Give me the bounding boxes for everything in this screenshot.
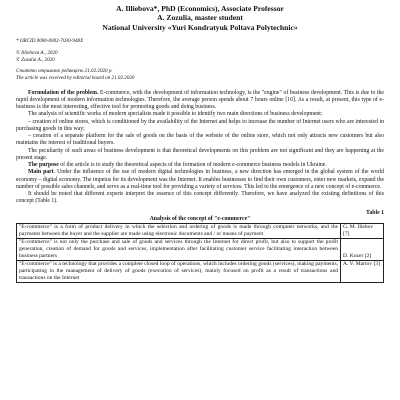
- received-ua: Статтю отримано редакцією 21.02.2020 р.: [16, 68, 113, 75]
- problem-heading: Formulation of the problem.: [28, 89, 99, 96]
- definition-cell: "E-commerce" is a technology that provides a complete closed loop of operations, which includes ordering goods (services), making payments, participating in the management of delivery of goods (execution of services), mainly focused on profit as a result of transactions and transactions on the Internet: [17, 261, 341, 283]
- copyright-block: [16, 50, 384, 63]
- paragraph-online-stores: – creation of online stores, which is conditioned by the availability of the Internet and helps to increase the number of Internet users who are interested in purchasing goods in this way;: [16, 118, 384, 132]
- author-cell: D. Kozer [2]: [341, 238, 384, 260]
- paragraph-main-part: [16, 169, 384, 191]
- table-row: [17, 261, 384, 283]
- purpose-text: of the article is to study the theoretical aspects of the formation of modern e-commerce business models in Ukraine.: [58, 162, 327, 169]
- copyright-line-2: © Zozulia A., 2020: [16, 56, 55, 63]
- copyright-line-1: © Illiebova A., 2020: [16, 49, 58, 56]
- table-row: [17, 238, 384, 260]
- purpose-heading: The purpose: [28, 162, 59, 169]
- definition-cell: "E-commerce" is a form of product delivery in which the selection and ordering of goods is made through computer networks, and the payments between the buyer and the supplier are made using electronic documents and / or means of payment: [17, 223, 341, 238]
- table-title: Analysis of the concept of "e-commerce": [149, 215, 251, 222]
- main-part-text: . Under the influence of the use of modern digital technologies in business, a new direction has emerged in the global system of the world economy – digital economy. The impetus for its development was the Internet. It enables businesses to find their own customers, enter new markets, expand the number of possible sales channels, and serve as a real-time tool for providing a variety of services. This led to the emergence of a new concept of e-commerce.: [16, 169, 385, 190]
- paragraph-peculiarity: The peculiarity of such areas of business development is that theoretical developments on this problem are not significant and they are happening at the present stage.: [16, 147, 384, 161]
- orcid-note: * ORCID 0000-0002-7030-948X: [16, 38, 84, 45]
- affiliation: National University «Yuri Kondratyuk Poltava Polytechnic»: [102, 22, 298, 32]
- article-header: [16, 0, 384, 32]
- paragraph-platform: – creation of a separate platform for the sale of goods on the basis of the website of the online store, which not only attracts new customers but also maintains the interest of traditional buyers.: [16, 133, 384, 147]
- problem-text: E-commerce, with the development of information technology, is the "engine" of business development. This is due to the rapid development of modern information technologies. Therefore, the average person spends about 7 hours online [10]. As a result, at present, this type of e-business is the most interesting, effective tool for promoting goods and doing business.: [16, 89, 384, 111]
- paragraph-directions: The analysis of scientific works of modern specialists made it possible to identify two main directions of business development:: [28, 111, 323, 118]
- received-block: [16, 68, 384, 81]
- concepts-table: [16, 223, 384, 284]
- author-line-1: A. Illiebova*, PhD (Economics), Associate Professor: [116, 4, 284, 13]
- received-en: The article was received by editorial board on 21.02.2020: [16, 75, 135, 82]
- paragraph-definitions: It should be noted that different experts interpret the essence of this concept differently. Therefore, we have analyzed the existing definitions of this concept (Table 1).: [16, 191, 384, 205]
- author-cell: G. M. Iliebov [7]: [341, 223, 384, 238]
- article-body: [16, 90, 384, 206]
- author-line-2: A. Zozulia, master student: [157, 13, 243, 23]
- table-number: Table 1: [366, 209, 384, 216]
- table-row: [17, 223, 384, 238]
- definition-cell: "E-commerce" is not only the purchase and sale of goods and services through the Internet for direct profit, but also to support the profit generation, creation of demand for goods and services, implementation after facilitating customer service facilitating interaction between business partners: [17, 238, 341, 260]
- author-cell: A. V. Martov [3]: [341, 261, 384, 283]
- paragraph-problem: [16, 90, 384, 112]
- main-part-heading: Main part: [28, 169, 54, 176]
